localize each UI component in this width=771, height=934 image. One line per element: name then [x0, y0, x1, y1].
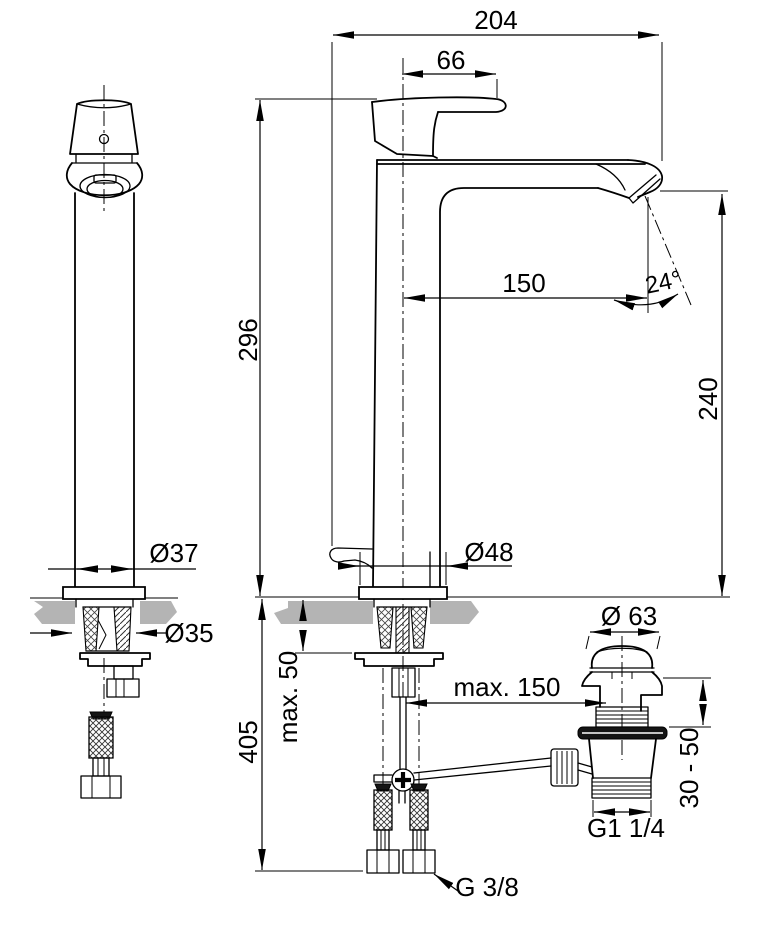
front-coupling-nut: [107, 679, 139, 697]
front-threaded-sleeve: [114, 607, 131, 651]
dim-base-diameter: [338, 537, 514, 585]
side-view: [330, 58, 691, 873]
front-supply-hose: [81, 712, 121, 798]
front-seal-kit: [83, 607, 131, 651]
waste-tailpiece: [592, 778, 651, 798]
side-body: [373, 160, 645, 586]
counter-slab-left-a: [34, 601, 75, 624]
dim-label-d37: Ø37: [149, 538, 199, 568]
front-seal-chevron: [98, 620, 106, 649]
dim-spray-angle: [614, 266, 684, 305]
front-body-column: [75, 193, 134, 587]
supply-hose-right: [403, 784, 435, 873]
dim-label-296: 296: [233, 318, 263, 362]
dim-label-d48: Ø48: [464, 537, 514, 567]
front-coupling: [114, 666, 133, 679]
dim-label-405: 405: [233, 720, 263, 764]
rod-to-waste: [578, 763, 592, 774]
front-view: [63, 85, 150, 798]
rod-lower-stub: [399, 791, 405, 803]
hose-nut: [81, 776, 121, 798]
dim-outlet-height: [660, 191, 728, 596]
front-mounting-bracket: [80, 653, 150, 666]
dim-label-240: 240: [693, 377, 723, 421]
dim-height-296: [233, 99, 377, 596]
dim-body-diameter: [48, 538, 199, 569]
dim-label-150: 150: [502, 268, 546, 298]
dim-supply-thread: [434, 872, 519, 902]
body-left-edge: [373, 160, 377, 586]
hose-collar: [93, 758, 109, 776]
spout-inner-arc: [596, 164, 625, 190]
hose-braid: [89, 717, 113, 758]
front-base-flange: [63, 587, 145, 599]
body-top-edge: [377, 160, 645, 164]
dim-label-30-50: 30 - 50: [674, 727, 704, 809]
dim-label-d63: Ø 63: [600, 601, 658, 631]
dim-label-g38: G 3/8: [455, 872, 519, 902]
popup-rod: [400, 697, 406, 769]
horizontal-rod: [414, 758, 551, 780]
dim-waste-thread: [587, 800, 665, 843]
dim-handle-overhang: [402, 45, 497, 98]
main-shank: [374, 599, 430, 607]
front-seal-cone: [83, 607, 99, 651]
dim-basin-clamp-range: [663, 678, 711, 808]
rear-lever: [330, 548, 372, 568]
main-mounting-bracket: [355, 653, 443, 666]
side-handle-lever: [372, 97, 506, 158]
rod-joint: [392, 769, 414, 791]
front-shank: [76, 599, 133, 607]
main-seal-kit: [377, 607, 427, 653]
dim-label-max150: max. 150: [453, 672, 561, 702]
dim-label-24deg: 24°: [642, 265, 684, 300]
dim-label-g114: G1 1/4: [586, 813, 666, 843]
rod-adjuster-knob: [551, 749, 578, 786]
dim-label-204: 204: [474, 5, 518, 35]
dim-label-max50: max. 50: [273, 650, 303, 744]
dim-label-d35: Ø35: [164, 618, 214, 648]
supply-hose-left: [367, 784, 399, 873]
dim-label-66: 66: [436, 45, 466, 75]
spout-tip: [596, 160, 662, 203]
dim-waste-cap-diameter: [586, 601, 660, 649]
counter-slab-main-b: [430, 601, 479, 624]
body-inner-contour: [440, 188, 598, 586]
counter-slab-main-a: [274, 601, 373, 624]
dim-rod-reach: [406, 672, 606, 703]
main-base-flange: [359, 587, 447, 599]
threaded-stud: [396, 607, 409, 653]
